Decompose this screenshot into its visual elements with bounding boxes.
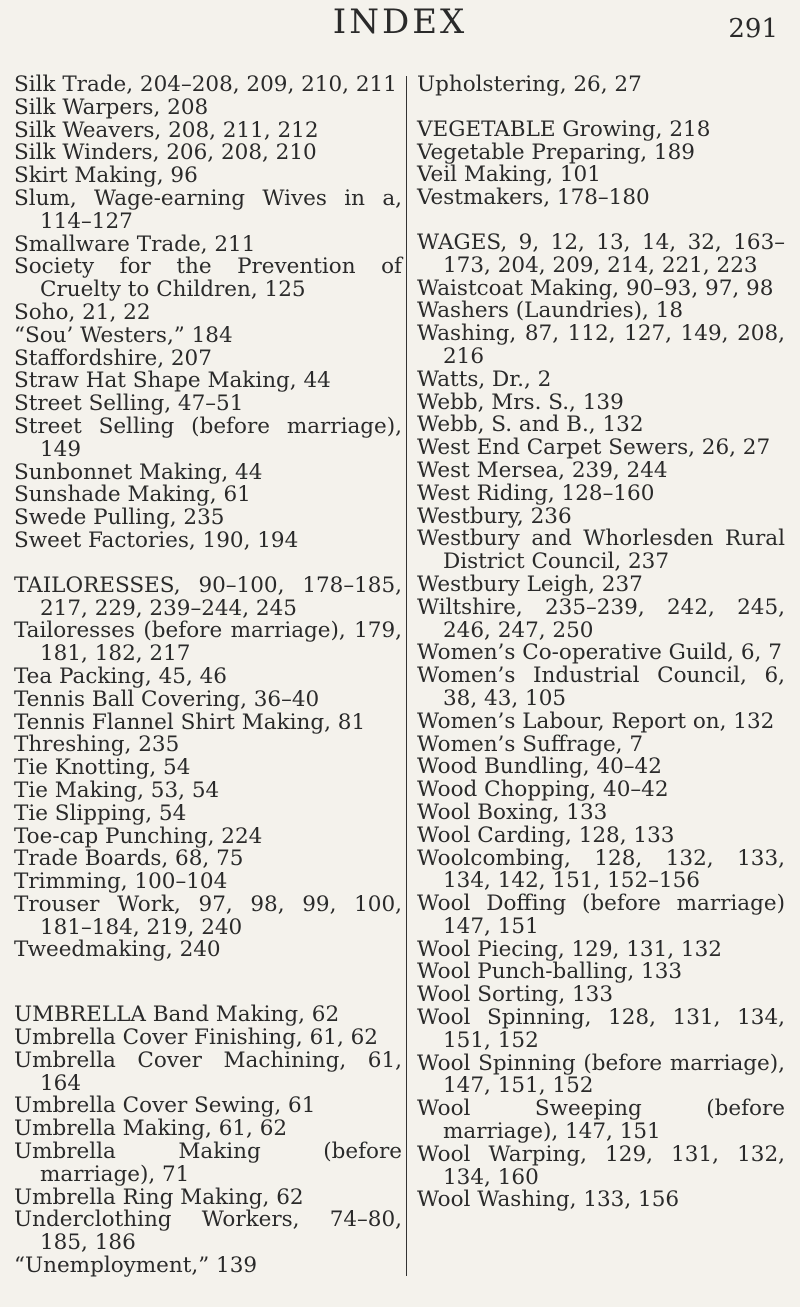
index-column-right	[417, 74, 785, 1212]
index-entry: Washers (Laundries), 18	[417, 298, 684, 324]
index-entry: Tie Knotting, 54	[14, 755, 191, 781]
index-entry: Slum, Wage-earning Wives in a, 114–127	[14, 185, 402, 234]
index-entry: Silk Weavers, 208, 211, 212	[14, 117, 319, 143]
index-entry: Tea Packing, 45, 46	[14, 663, 227, 689]
column-divider	[406, 76, 407, 1276]
index-entry: Underclothing Workers, 74–80, 185, 186	[14, 1207, 402, 1256]
index-entry: Wool Carding, 128, 133	[417, 822, 675, 848]
index-entry: Staffordshire, 207	[14, 345, 212, 371]
index-entry: Wool Spinning (before marriage), 147, 151, 152	[417, 1050, 785, 1099]
index-entry: Umbrella Making (before marriage), 71	[14, 1139, 402, 1187]
index-entry: “Sou’ Westers,” 184	[14, 322, 233, 348]
index-entry: Webb, S. and B., 132	[417, 412, 644, 438]
index-entry: VEGETABLE Growing, 218	[417, 116, 711, 142]
index-entry: Sunshade Making, 61	[14, 482, 251, 508]
index-entry: TAILORESSES, 90–100, 178–185, 217, 229, 239–244, 245	[14, 572, 402, 621]
index-entry: WAGES, 9, 12, 13, 14, 32, 163–173, 204, 209, 214, 221, 223	[417, 229, 785, 278]
index-entry: Westbury and Whorlesden Rural District Council, 237	[417, 526, 785, 575]
index-entry: Westbury Leigh, 237	[417, 571, 643, 597]
index-entry: Vegetable Preparing, 189	[417, 139, 695, 165]
index-entry: “Unemployment,” 139	[14, 1253, 258, 1279]
index-entry: Umbrella Making, 61, 62	[14, 1116, 288, 1142]
index-entry: Washing, 87, 112, 127, 149, 208, 216	[417, 321, 785, 369]
index-entry: Smallware Trade, 211	[14, 231, 256, 257]
index-entry: Sweet Factories, 190, 194	[14, 527, 299, 553]
index-entry: UMBRELLA Band Making, 62	[14, 1002, 340, 1028]
index-entry: Silk Trade, 204–208, 209, 210, 211	[14, 72, 397, 97]
index-entry: Tennis Flannel Shirt Making, 81	[14, 709, 366, 735]
index-entry: Wool Warping, 129, 131, 132, 134, 160	[417, 1141, 785, 1190]
index-entry: Trade Boards, 68, 75	[14, 846, 244, 872]
index-entry: Wool Doffing (before marriage) 147, 151	[417, 891, 785, 939]
index-entry: Straw Hat Shape Making, 44	[14, 368, 331, 394]
page-title: INDEX	[332, 2, 468, 42]
index-entry: Wool Boxing, 133	[417, 799, 608, 825]
index-entry: Umbrella Cover Machining, 61, 164	[14, 1047, 402, 1096]
index-entry: Tweedmaking, 240	[14, 937, 221, 963]
index-entry: Tennis Ball Covering, 36–40	[14, 686, 320, 712]
index-entry: West End Carpet Sewers, 26, 27	[417, 435, 771, 461]
index-entry: Society for the Prevention of Cruelty to Children, 125	[14, 254, 402, 303]
index-entry: Wood Chopping, 40–42	[417, 777, 669, 803]
index-entry: Woolcombing, 128, 132, 133, 134, 142, 151, 152–156	[417, 845, 785, 894]
index-entry: Umbrella Cover Finishing, 61, 62	[14, 1025, 378, 1051]
index-entry: Wool Sweeping (before marriage), 147, 151	[417, 1096, 785, 1145]
index-entry: Women’s Suffrage, 7	[417, 731, 644, 757]
index-entry: Sunbonnet Making, 44	[14, 459, 263, 485]
index-entry: Umbrella Cover Sewing, 61	[14, 1093, 316, 1119]
index-entry: West Riding, 128–160	[417, 480, 655, 506]
index-entry: West Mersea, 239, 244	[417, 457, 668, 483]
index-entry: Vestmakers, 178–180	[417, 185, 650, 211]
index-entry: Tie Making, 53, 54	[14, 777, 220, 803]
index-entry: Wool Washing, 133, 156	[417, 1187, 680, 1213]
index-entry: Street Selling, 47–51	[14, 391, 244, 417]
index-entry: Trimming, 100–104	[14, 869, 228, 895]
index-entry: Watts, Dr., 2	[417, 366, 552, 392]
index-entry: Wool Sorting, 133	[417, 982, 614, 1008]
index-entry: Tie Slipping, 54	[14, 800, 187, 826]
index-entry: Threshing, 235	[14, 732, 180, 758]
index-entry: Wool Punch-balling, 133	[417, 959, 683, 985]
index-entry: Trouser Work, 97, 98, 99, 100, 181–184, 219, 240	[14, 891, 402, 940]
index-entry: Toe-cap Punching, 224	[14, 823, 263, 849]
index-entry: Waistcoat Making, 90–93, 97, 98	[417, 275, 774, 301]
index-entry: Umbrella Ring Making, 62	[14, 1184, 304, 1210]
index-entry: Soho, 21, 22	[14, 299, 151, 325]
index-entry: Webb, Mrs. S., 139	[417, 389, 624, 415]
index-entry: Women’s Industrial Council, 6, 38, 43, 105	[417, 663, 785, 711]
index-entry: Women’s Labour, Report on, 132	[417, 708, 775, 734]
index-entry: Wool Spinning, 128, 131, 134, 151, 152	[417, 1005, 785, 1053]
index-entry: Women’s Co-operative Guild, 6, 7	[417, 640, 782, 666]
index-entry: Street Selling (before marriage), 149	[14, 413, 402, 462]
index-entry: Silk Winders, 206, 208, 210	[14, 140, 317, 166]
index-entry: Westbury, 236	[417, 503, 572, 529]
index-entry: Tailoresses (before marriage), 179, 181, 182, 217	[14, 618, 402, 667]
index-entry: Skirt Making, 96	[14, 163, 198, 189]
index-column-left	[14, 74, 402, 1278]
index-entry: Veil Making, 101	[417, 162, 601, 188]
index-entry: Upholstering, 26, 27	[417, 72, 642, 97]
page-number: 291	[728, 14, 778, 44]
index-entry: Wood Bundling, 40–42	[417, 754, 662, 780]
index-entry: Silk Warpers, 208	[14, 94, 209, 120]
index-entry: Swede Pulling, 235	[14, 505, 225, 531]
index-entry: Wool Piecing, 129, 131, 132	[417, 936, 722, 962]
index-entry: Wiltshire, 235–239, 242, 245, 246, 247, 250	[417, 594, 785, 643]
